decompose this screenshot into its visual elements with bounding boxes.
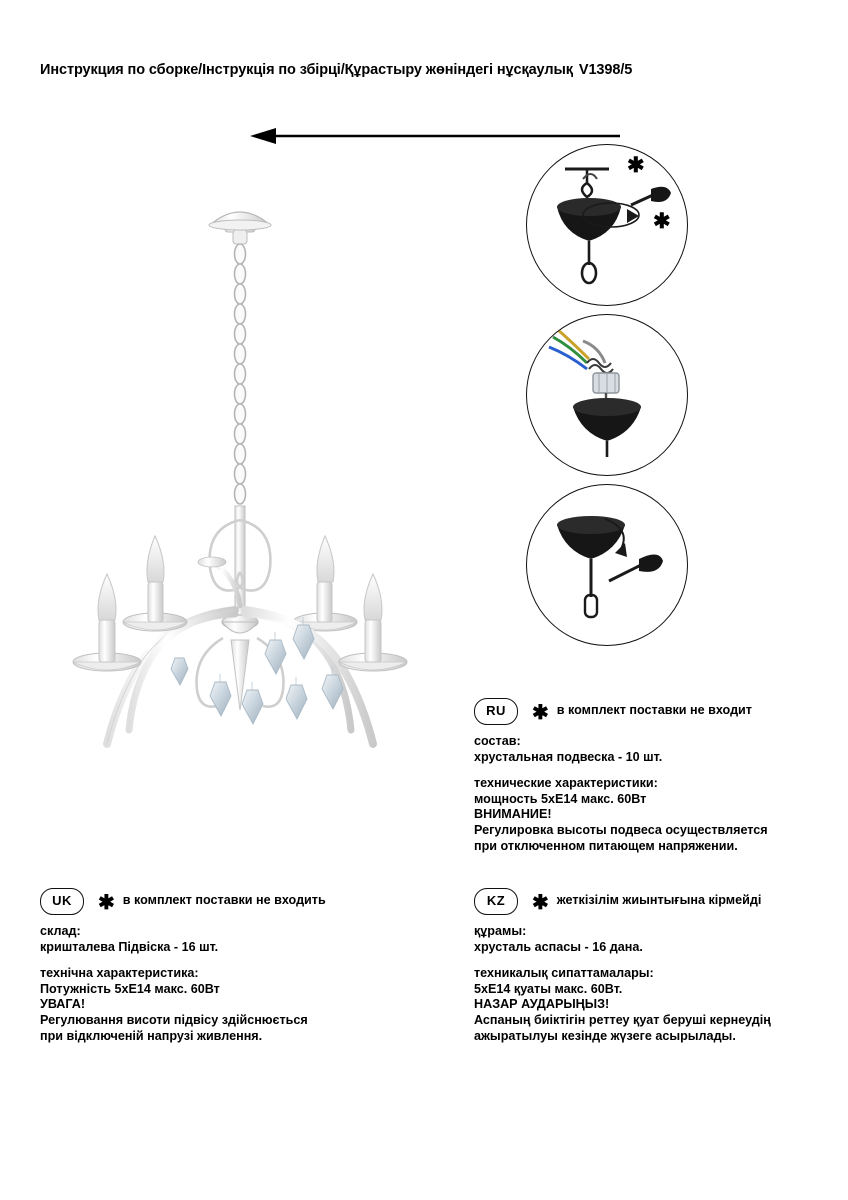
chandelier-illustration [55,170,455,790]
ru-line-6: Регулировка высоты подвеса осуществляется [474,822,768,837]
uk-line-0: склад: [40,924,81,938]
ru-line-7: при отключенном питающем напряжении. [474,838,738,853]
lang-row-uk: UK ✱ в комплект поставки не входить [40,888,385,914]
lang-badge-ru: RU [474,698,518,725]
step-cup-fixing [526,484,688,646]
step-wiring-connection [526,314,688,476]
text-block-kz [474,888,819,1044]
uk-line-5: УВАГА! [40,997,86,1012]
lang-note-kz: жеткізілім жиынтығына кірмейді [556,893,762,908]
asterisk-mark-right: ✱ [653,210,671,233]
kz-line-7: ажыратылуы кезінде жүзеге асырылады. [474,1028,736,1043]
page-title-text: Инструкция по сборке/Інструкція по збірці/Құрастыру жөніндегі нұсқаулық [40,62,573,78]
kz-line-3: техникалық сипаттамалары: [474,966,654,981]
page-title [40,62,632,78]
uk-line-4: Потужність 5хЕ14 макс. 60Вт [40,981,220,996]
lang-badge-uk: UK [40,888,84,915]
ru-line-0: состав: [474,734,521,748]
ru-line-4: мощность 5хЕ14 макс. 60Вт [474,791,647,806]
spacer [474,955,819,966]
uk-line-6: Регулювання висоти підвісу здійснюється [40,1012,308,1027]
assembly-direction-arrow [250,124,630,148]
lang-note-uk: в комплект поставки не входить [122,893,326,908]
lang-row-kz: KZ ✱ жеткізілім жиынтығына кірмейді [474,888,819,914]
lang-note-ru: в комплект поставки не входит [556,703,752,718]
uk-line-1: кришталева Підвіска - 16 шт. [40,939,219,954]
text-block-ru [474,698,819,854]
spacer [40,955,385,966]
spacer [474,765,819,776]
uk-line-7: при відключеній напрузі живлення. [40,1028,263,1043]
ru-line-3: технические характеристики: [474,776,658,791]
asterisk-mark-top: ✱ [627,154,645,177]
kz-line-0: құрамы: [474,924,527,938]
step-hook-mount [526,144,688,306]
text-block-uk [40,888,385,1044]
kz-line-6: Аспаның биіктігін реттеу қуат беруші кернеудің [474,1012,771,1027]
lang-badge-kz: KZ [474,888,518,915]
kz-line-5: НАЗАР АУДАРЫҢЫЗ! [474,997,610,1012]
lang-row-ru: RU ✱ в комплект поставки не входит [474,698,819,724]
kz-line-1: хрусталь аспасы - 16 дана. [474,939,643,954]
ru-line-1: хрустальная подвеска - 10 шт. [474,749,663,764]
kz-line-4: 5хЕ14 қуаты макс. 60Вт. [474,981,623,996]
ru-line-5: ВНИМАНИЕ! [474,807,552,822]
model-number: V1398/5 [578,62,633,78]
uk-line-3: технічна характеристика: [40,966,199,981]
